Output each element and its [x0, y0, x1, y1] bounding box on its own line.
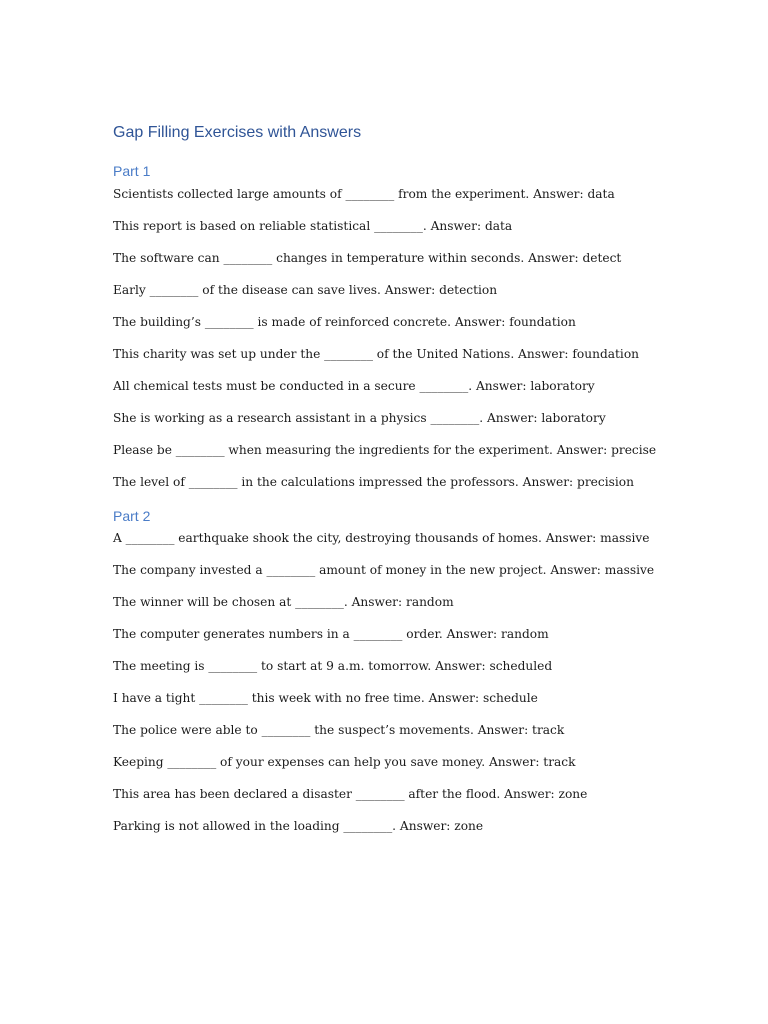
exercise-item: The company invested a ________ amount of money in the new project. Answer: massive: [113, 563, 655, 577]
page-title: Gap Filling Exercises with Answers: [113, 124, 362, 141]
exercise-item: The computer generates numbers in a ________ order. Answer: random: [113, 627, 549, 641]
exercise-item: This report is based on reliable statistical ________. Answer: data: [113, 219, 513, 233]
exercise-item: The building’s ________ is made of reinforced concrete. Answer: foundation: [113, 315, 576, 329]
exercise-item: The level of ________ in the calculations impressed the professors. Answer: precision: [113, 475, 634, 489]
exercise-item: The software can ________ changes in temperature within seconds. Answer: detect: [113, 251, 622, 265]
exercise-item: Scientists collected large amounts of ________ from the experiment. Answer: data: [113, 187, 615, 201]
exercise-item: Parking is not allowed in the loading ________. Answer: zone: [113, 819, 484, 833]
exercise-item: I have a tight ________ this week with no free time. Answer: schedule: [113, 691, 538, 705]
exercise-item: The meeting is ________ to start at 9 a.m. tomorrow. Answer: scheduled: [113, 659, 553, 673]
exercise-item: This area has been declared a disaster ________ after the flood. Answer: zone: [113, 787, 588, 801]
exercise-item: A ________ earthquake shook the city, destroying thousands of homes. Answer: massive: [113, 531, 650, 545]
part-2-heading: Part 2: [113, 508, 151, 524]
exercise-item: All chemical tests must be conducted in a secure ________. Answer: laboratory: [113, 379, 595, 393]
exercise-item: She is working as a research assistant in a physics ________. Answer: laboratory: [113, 411, 606, 425]
exercise-item: The police were able to ________ the suspect’s movements. Answer: track: [113, 723, 565, 737]
exercise-item: Early ________ of the disease can save lives. Answer: detection: [113, 283, 498, 297]
exercise-item: Please be ________ when measuring the ingredients for the experiment. Answer: precise: [113, 443, 657, 457]
exercise-item: This charity was set up under the ________ of the United Nations. Answer: foundation: [113, 347, 640, 361]
exercise-item: Keeping ________ of your expenses can help you save money. Answer: track: [113, 755, 576, 769]
exercise-item: The winner will be chosen at ________. Answer: random: [113, 595, 454, 609]
part-1-heading: Part 1: [113, 163, 151, 179]
